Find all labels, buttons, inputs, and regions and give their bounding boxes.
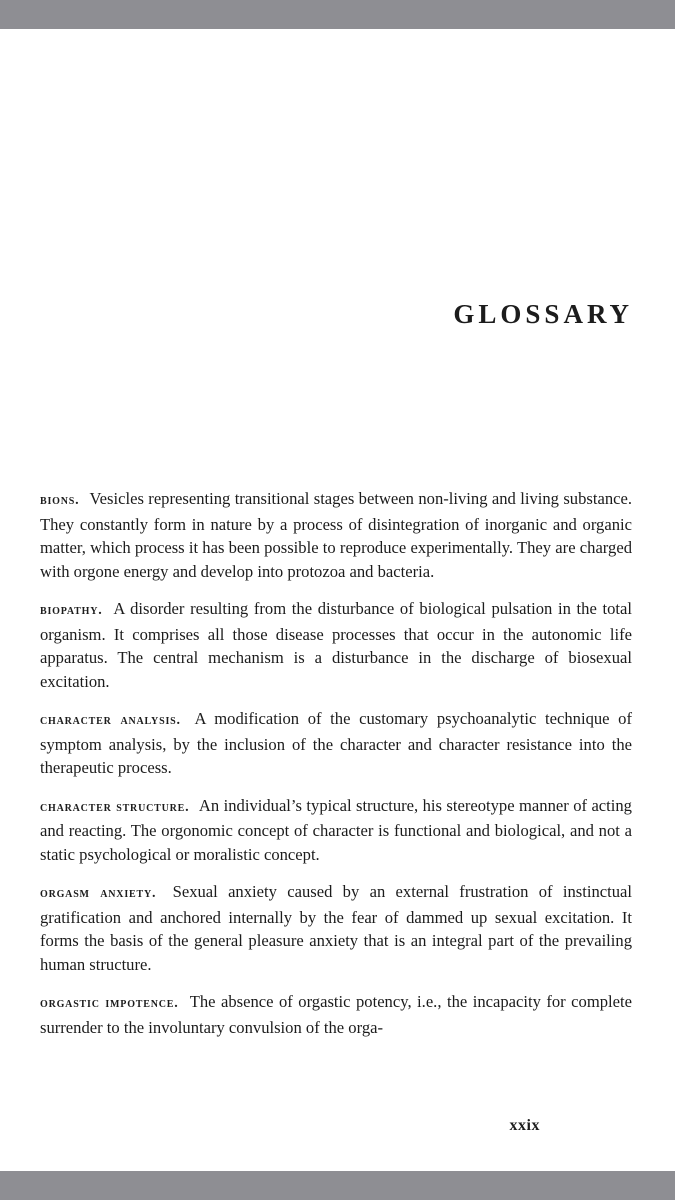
glossary-definition: A modification of the customary psychoanalytic technique of symptom analysis, by the inclusion of the character and character resistance into the therapeutic process. (40, 709, 632, 777)
glossary-entry (40, 487, 632, 583)
glossary-entry (40, 794, 632, 867)
glossary-definition: An individual’s typical structure, his stereotype manner of acting and reacting. The orgonomic concept of character is functional and biological, and not a static psychological or moralistic concept. (40, 795, 632, 864)
glossary-definition: Sexual anxiety caused by an external frustration of instinctual gratification and anchored internally by the fear of dammed up sexual excitation. It forms the basis of the general pleasure anxiety that is an integral part of the prevailing human structure. (40, 882, 632, 974)
glossary-term: character structure. (40, 799, 190, 815)
glossary-entries (40, 487, 632, 1053)
glossary-entry (40, 597, 632, 693)
glossary-term: bions. (40, 493, 80, 508)
page-number: xxix (509, 1117, 540, 1134)
glossary-term: character analysis. (40, 713, 181, 728)
glossary-term: biopathy. (40, 603, 103, 618)
glossary-definition: The absence of orgastic potency, i.e., the incapacity for complete surrender to the involuntary convulsion of the orga- (40, 992, 632, 1037)
bottom-bar (0, 1171, 675, 1200)
glossary-definition: Vesicles representing transitional stages between non-living and living substance. They constantly form in nature by a process of disintegration of inorganic and organic matter, which process it has been possible to reproduce experimentally. They are charged with orgone energy and develop into protozoa and bacteria. (40, 489, 632, 581)
glossary-entry (40, 880, 632, 976)
top-bar (0, 0, 675, 29)
book-page[interactable] (0, 29, 675, 1171)
glossary-term: orgastic impotence. (40, 996, 179, 1011)
glossary-definition: A disorder resulting from the disturbance of biological pulsation in the total organism. It comprises all those disease processes that occur in the autonomic life apparatus. The central mechanism is a disturbance in the discharge of biosexual excitation. (40, 599, 632, 691)
glossary-entry (40, 990, 632, 1039)
glossary-entry (40, 707, 632, 780)
glossary-term: orgasm anxiety. (40, 886, 157, 901)
page-title: GLOSSARY (453, 299, 633, 329)
